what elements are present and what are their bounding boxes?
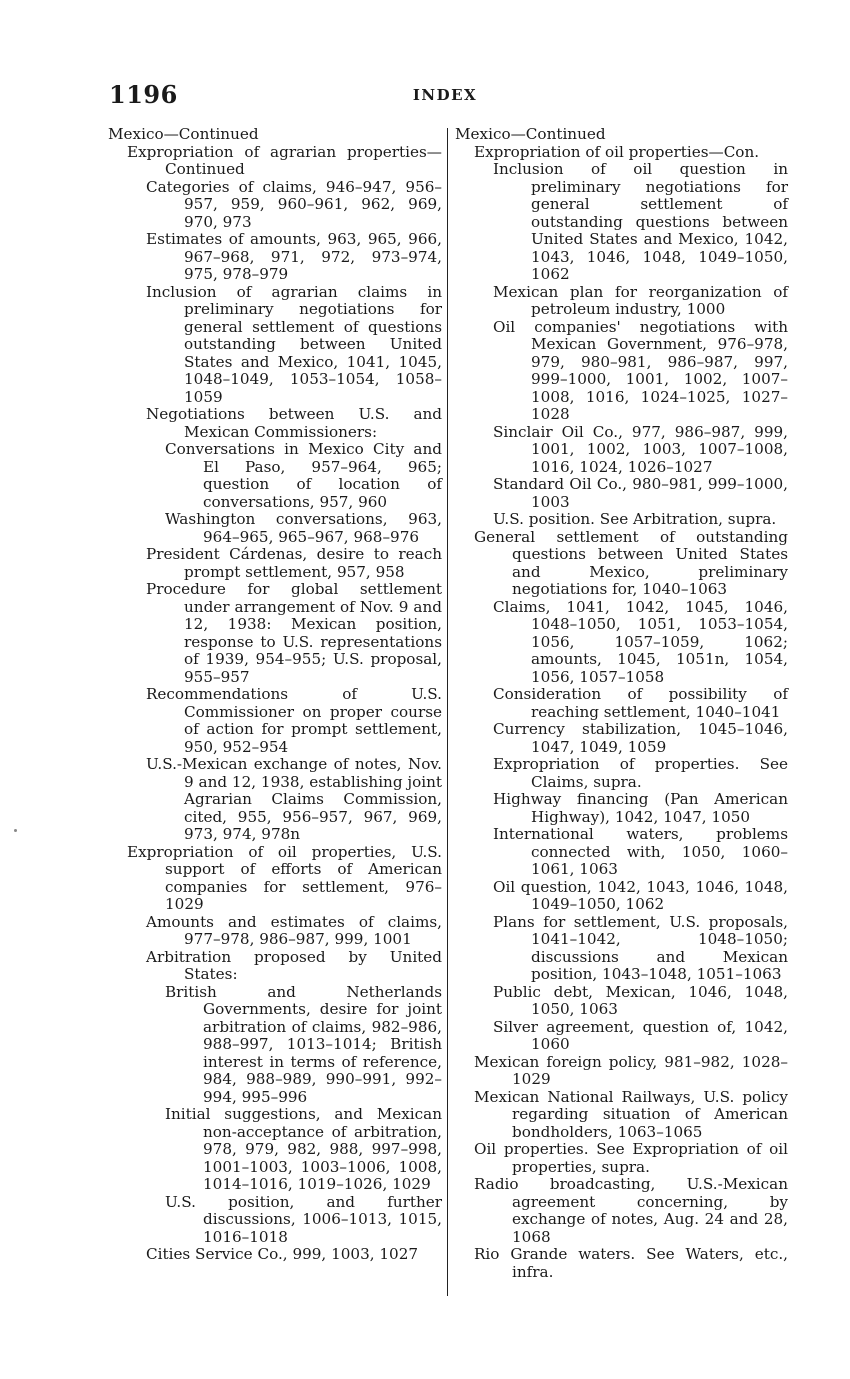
index-entry: U.S.-Mexican exchange of notes, Nov. 9 and 12, 1938, establishing joint Agrarian Claims Commission, cited, 955, 956–957, 967, 969, 973, 974, 978n <box>146 755 442 843</box>
index-entry: Expropriation of oil properties—Con. <box>474 142 760 161</box>
index-entry: Radio broadcasting, U.S.-Mexican agreement concerning, by exchange of notes, Aug. 24 and 28, 1068 <box>474 1175 788 1246</box>
index-entry: Amounts and estimates of claims, 977–978, 986–987, 999, 1001 <box>146 912 442 948</box>
index-entry: British and Netherlands Governments, desire for joint arbitration of claims, 982–986, 988–997, 1013–1014; British interest in terms of reference, 984, 988–989, 990–991, 992–994, 995–996 <box>165 982 442 1106</box>
index-entry: Mexican foreign policy, 981–982, 1028–1029 <box>474 1052 788 1088</box>
index-entry: Cities Service Co., 999, 1003, 1027 <box>146 1245 419 1263</box>
index-entry: Negotiations between U.S. and Mexican Commissioners: <box>146 405 442 441</box>
running-head: INDEX <box>412 86 478 104</box>
index-entry: Conversations in Mexico City and El Paso, 957–964, 965; question of location of conversations, 957, 960 <box>165 440 442 511</box>
index-entry: Silver agreement, question of, 1042, 1060 <box>493 1017 788 1053</box>
index-entry: Expropriation of agrarian properties—Continued <box>127 142 442 178</box>
index-entry: Currency stabilization, 1045–1046, 1047, 1049, 1059 <box>493 720 788 756</box>
index-entry: Expropriation of oil properties, U.S. support of efforts of American companies for settlement, 976–1029 <box>127 842 442 913</box>
index-entry: Public debt, Mexican, 1046, 1048, 1050, 1063 <box>493 982 788 1018</box>
index-entry: U.S. position, and further discussions, 1006–1013, 1015, 1016–1018 <box>165 1192 442 1246</box>
index-entry: Inclusion of agrarian claims in preliminary negotiations for general settlement of questions outstanding between United States and Mexico, 1041, 1045, 1048–1049, 1053–1054, 1058–1059 <box>146 282 442 406</box>
index-entry: President Cárdenas, desire to reach prompt settlement, 957, 958 <box>146 545 442 581</box>
index-entry: Categories of claims, 946–947, 956–957, 959, 960–961, 962, 969, 970, 973 <box>146 177 442 231</box>
index-entry: Oil companies' negotiations with Mexican Government, 976–978, 979, 980–981, 986–987, 997, 999–1000, 1001, 1002, 1007–1008, 1016, 1024–1025, 1027–1028 <box>493 317 788 423</box>
right-index-column <box>455 126 788 1281</box>
index-entry: Mexico—Continued <box>108 125 259 143</box>
page-number: 1196 <box>109 80 178 109</box>
index-entry: Mexico—Continued <box>455 125 606 143</box>
index-entry: Oil question, 1042, 1043, 1046, 1048, 1049–1050, 1062 <box>493 877 788 913</box>
index-entry: Estimates of amounts, 963, 965, 966, 967–968, 971, 972, 973–974, 975, 978–979 <box>146 230 442 283</box>
index-entry: Rio Grande waters. See Waters, etc., infra. <box>474 1245 788 1281</box>
index-entry: Inclusion of oil question in preliminary negotiations for general settlement of outstanding questions between United States and Mexico, 1042, 1043, 1046, 1048, 1049–1050, 1062 <box>493 160 788 283</box>
left-index-column <box>108 126 442 1264</box>
index-entry: Consideration of possibility of reaching settlement, 1040–1041 <box>493 685 788 721</box>
scan-speck <box>14 829 17 832</box>
index-entry: Oil properties. See Expropriation of oil properties, supra. <box>474 1140 788 1176</box>
index-entry: Mexican plan for reorganization of petroleum industry, 1000 <box>493 282 788 318</box>
index-entry: Recommendations of U.S. Commissioner on proper course of action for prompt settlement, 950, 952–954 <box>146 685 442 756</box>
index-entry: General settlement of outstanding questions between United States and Mexico, preliminary negotiations for, 1040–1063 <box>474 527 788 598</box>
index-entry: Sinclair Oil Co., 977, 986–987, 999, 1001, 1002, 1003, 1007–1008, 1016, 1024, 1026–1027 <box>493 422 788 476</box>
index-entry: Washington conversations, 963, 964–965, 965–967, 968–976 <box>165 510 442 546</box>
index-entry: Procedure for global settlement under arrangement of Nov. 9 and 12, 1938: Mexican position, response to U.S. representations of 1939, 954–955; U.S. proposal, 955–957 <box>146 580 442 686</box>
index-entry: Arbitration proposed by United States: <box>146 947 442 983</box>
index-entry: Initial suggestions, and Mexican non-acceptance of arbitration, 978, 979, 982, 988, 997–998, 1001–1003, 1003–1006, 1008, 1014–1016, 1019–1026, 1029 <box>165 1105 442 1193</box>
index-entry: Plans for settlement, U.S. proposals, 1041–1042, 1048–1050; discussions and Mexican position, 1043–1048, 1051–1063 <box>493 912 788 983</box>
index-entry: U.S. position. See Arbitration, supra. <box>493 510 777 528</box>
column-divider <box>447 128 448 1296</box>
index-entry: Mexican National Railways, U.S. policy regarding situation of American bondholders, 1063–1065 <box>474 1087 788 1141</box>
index-entry: Standard Oil Co., 980–981, 999–1000, 1003 <box>493 475 788 511</box>
index-entry: Expropriation of properties. See Claims, supra. <box>493 755 788 791</box>
index-entry: Claims, 1041, 1042, 1045, 1046, 1048–1050, 1051, 1053–1054, 1056, 1057–1059, 1062; amounts, 1045, 1051n, 1054, 1056, 1057–1058 <box>493 597 788 686</box>
index-entry: Highway financing (Pan American Highway), 1042, 1047, 1050 <box>493 790 788 826</box>
index-entry: International waters, problems connected with, 1050, 1060–1061, 1063 <box>493 825 788 878</box>
